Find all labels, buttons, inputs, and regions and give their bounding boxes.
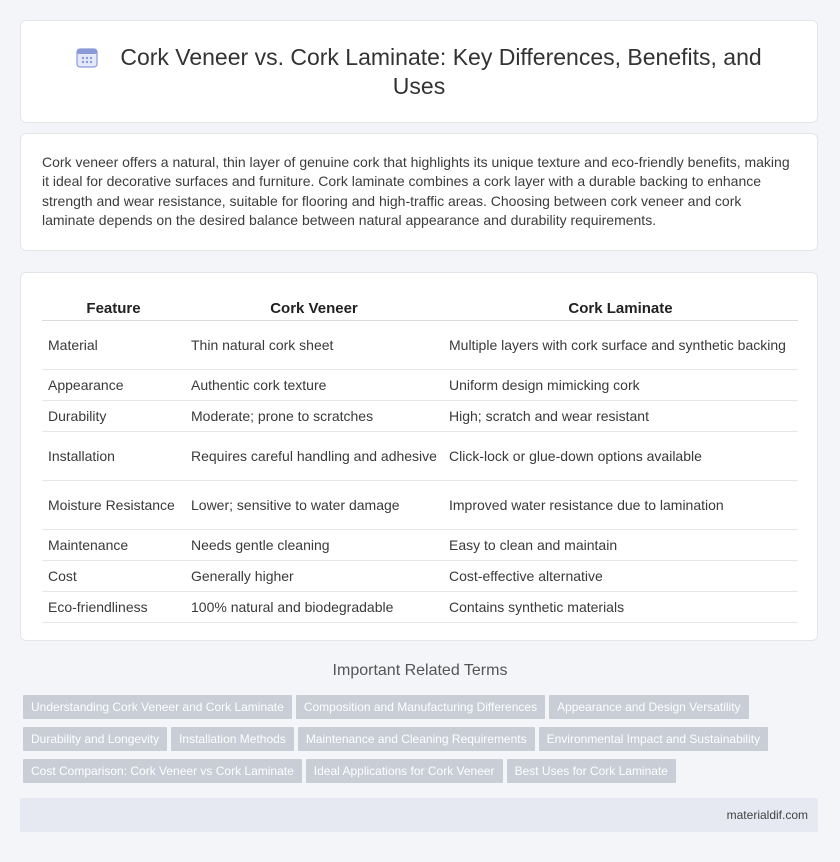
cell-feature: Maintenance [42, 530, 185, 561]
related-tag[interactable]: Cost Comparison: Cork Veneer vs Cork Laminate [23, 759, 302, 783]
cell-feature: Installation [42, 432, 185, 481]
footer-site[interactable]: materialdif.com [726, 808, 808, 822]
cell-veneer: Requires careful handling and adhesive [185, 432, 443, 481]
cell-feature: Eco-friendliness [42, 592, 185, 623]
title-card [20, 20, 818, 123]
related-tag[interactable]: Maintenance and Cleaning Requirements [298, 727, 535, 751]
header-feature: Feature [42, 295, 185, 321]
header-cork-veneer: Cork Veneer [185, 295, 443, 321]
related-terms-tags [23, 695, 813, 791]
cell-veneer: Lower; sensitive to water damage [185, 481, 443, 530]
page-title: Cork Veneer vs. Cork Laminate: Key Differences, Benefits, and Uses [120, 44, 762, 99]
table-row [42, 370, 798, 401]
related-tag[interactable]: Appearance and Design Versatility [549, 695, 748, 719]
related-terms-title: Important Related Terms [332, 662, 508, 679]
table-row [42, 321, 798, 370]
cell-veneer: Authentic cork texture [185, 370, 443, 401]
cell-feature: Material [42, 321, 185, 370]
cell-laminate: High; scratch and wear resistant [443, 401, 798, 432]
related-tag[interactable]: Ideal Applications for Cork Veneer [306, 759, 503, 783]
related-tag[interactable]: Composition and Manufacturing Differences [296, 695, 545, 719]
related-tag[interactable]: Durability and Longevity [23, 727, 167, 751]
cell-veneer: Thin natural cork sheet [185, 321, 443, 370]
cell-laminate: Cost-effective alternative [443, 561, 798, 592]
cell-laminate: Contains synthetic materials [443, 592, 798, 623]
table-row [42, 592, 798, 623]
footer [20, 798, 818, 832]
cell-veneer: 100% natural and biodegradable [185, 592, 443, 623]
table-row [42, 561, 798, 592]
comparison-table [42, 295, 798, 623]
table-header-row [42, 295, 798, 321]
cell-veneer: Moderate; prone to scratches [185, 401, 443, 432]
cell-laminate: Improved water resistance due to lamination [443, 481, 798, 530]
cell-veneer: Needs gentle cleaning [185, 530, 443, 561]
cell-feature: Durability [42, 401, 185, 432]
cell-feature: Appearance [42, 370, 185, 401]
header-cork-laminate: Cork Laminate [443, 295, 798, 321]
related-tag[interactable]: Installation Methods [171, 727, 294, 751]
table-row [42, 481, 798, 530]
intro-card [20, 133, 818, 251]
related-tag[interactable]: Best Uses for Cork Laminate [507, 759, 676, 783]
cell-laminate: Uniform design mimicking cork [443, 370, 798, 401]
cell-veneer: Generally higher [185, 561, 443, 592]
page-title-block [21, 43, 817, 101]
cell-laminate: Click-lock or glue-down options available [443, 432, 798, 481]
comparison-table-card [20, 272, 818, 641]
table-row [42, 432, 798, 481]
cell-feature: Moisture Resistance [42, 481, 185, 530]
cell-laminate: Multiple layers with cork surface and synthetic backing [443, 321, 798, 370]
table-row [42, 530, 798, 561]
cell-laminate: Easy to clean and maintain [443, 530, 798, 561]
related-tag[interactable]: Understanding Cork Veneer and Cork Laminate [23, 695, 292, 719]
related-tag[interactable]: Environmental Impact and Sustainability [539, 727, 768, 751]
cell-feature: Cost [42, 561, 185, 592]
intro-text: Cork veneer offers a natural, thin layer of genuine cork that highlights its unique texture and eco-friendly benefits, making it ideal for decorative surfaces and furniture. Cork laminate combines a cork layer with a durable backing to enhance strength and wear resistance, suitable for flooring and high-traffic areas. Choosing between cork veneer and cork laminate depends on the desired balance between natural appearance and durability requirements. [42, 154, 790, 229]
calendar-icon [76, 46, 98, 68]
table-row [42, 401, 798, 432]
